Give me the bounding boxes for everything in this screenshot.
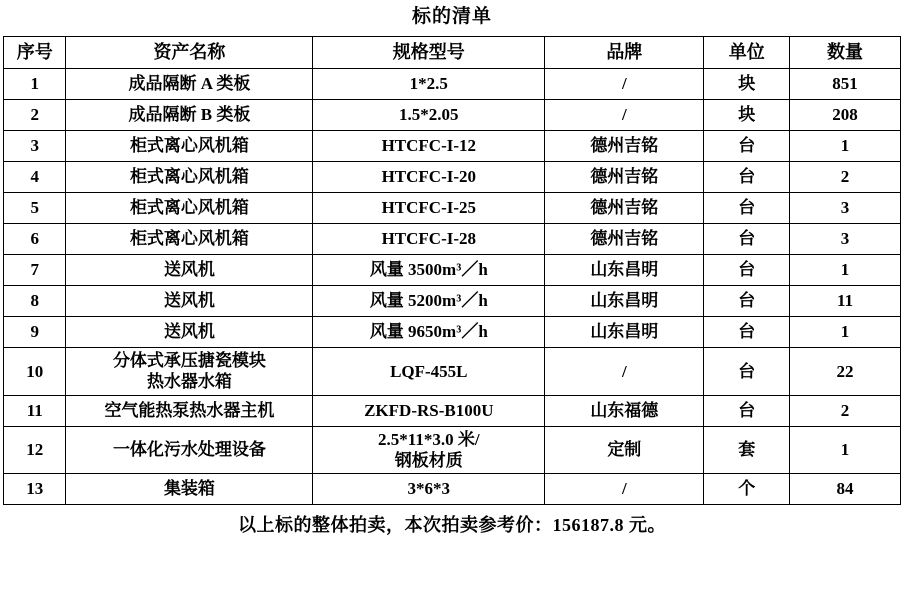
cell-qty: 851 [790,69,901,100]
cell-no: 6 [4,224,66,255]
table-body [4,69,901,505]
cell-no: 5 [4,193,66,224]
cell-name: 送风机 [66,255,313,286]
footer-note: 以上标的整体拍卖，本次拍卖参考价：156187.8 元。 [238,515,666,535]
cell-spec: ZKFD-RS-B100U [313,395,545,426]
cell-qty: 3 [790,224,901,255]
table-header-row [4,37,901,69]
cell-unit: 台 [704,286,790,317]
cell-qty: 208 [790,100,901,131]
column-header-qty: 数量 [790,37,901,69]
cell-brand: / [545,348,704,396]
table-row [4,348,901,396]
cell-spec: 1*2.5 [313,69,545,100]
cell-qty: 3 [790,193,901,224]
cell-no: 8 [4,286,66,317]
page-title: 标的清单 [411,6,492,27]
cell-name: 送风机 [66,317,313,348]
cell-unit: 台 [704,317,790,348]
column-header-name: 资产名称 [66,37,313,69]
table-row [4,255,901,286]
cell-spec: 2.5*11*3.0 米/ 钢板材质 [313,426,545,474]
cell-unit: 台 [704,395,790,426]
cell-name: 柜式离心风机箱 [66,193,313,224]
cell-unit: 台 [704,131,790,162]
cell-no: 12 [4,426,66,474]
cell-spec: HTCFC-I-25 [313,193,545,224]
cell-name: 柜式离心风机箱 [66,162,313,193]
column-header-no: 序号 [4,37,66,69]
table-row [4,224,901,255]
cell-unit: 块 [704,100,790,131]
cell-brand: / [545,474,704,505]
cell-spec: 3*6*3 [313,474,545,505]
cell-no: 4 [4,162,66,193]
cell-unit: 个 [704,474,790,505]
cell-no: 13 [4,474,66,505]
column-header-brand: 品牌 [545,37,704,69]
table-row [4,131,901,162]
cell-name: 成品隔断 A 类板 [66,69,313,100]
column-header-spec: 规格型号 [313,37,545,69]
cell-qty: 2 [790,395,901,426]
cell-name: 送风机 [66,286,313,317]
cell-brand: 山东昌明 [545,255,704,286]
cell-brand: 德州吉铭 [545,193,704,224]
cell-brand: 山东昌明 [545,317,704,348]
cell-no: 7 [4,255,66,286]
cell-brand: 德州吉铭 [545,131,704,162]
cell-brand: 山东昌明 [545,286,704,317]
table-row [4,395,901,426]
cell-brand: 定制 [545,426,704,474]
cell-spec: HTCFC-I-20 [313,162,545,193]
table-header [4,37,901,69]
cell-no: 11 [4,395,66,426]
cell-spec: 风量 5200m³／h [313,286,545,317]
table-row [4,193,901,224]
bid-list-table [3,36,901,505]
cell-no: 1 [4,69,66,100]
table-row [4,69,901,100]
cell-name: 柜式离心风机箱 [66,131,313,162]
cell-unit: 台 [704,255,790,286]
cell-brand: 德州吉铭 [545,224,704,255]
cell-qty: 2 [790,162,901,193]
cell-no: 2 [4,100,66,131]
cell-qty: 1 [790,131,901,162]
table-row [4,286,901,317]
cell-name: 分体式承压搪瓷模块 热水器水箱 [66,348,313,396]
cell-brand: 山东福德 [545,395,704,426]
cell-unit: 块 [704,69,790,100]
table-row [4,100,901,131]
table-row [4,474,901,505]
cell-unit: 套 [704,426,790,474]
cell-unit: 台 [704,224,790,255]
cell-brand: / [545,69,704,100]
cell-name: 柜式离心风机箱 [66,224,313,255]
cell-spec: LQF-455L [313,348,545,396]
cell-spec: HTCFC-I-12 [313,131,545,162]
cell-unit: 台 [704,162,790,193]
cell-name: 成品隔断 B 类板 [66,100,313,131]
cell-qty: 1 [790,426,901,474]
cell-brand: 德州吉铭 [545,162,704,193]
cell-name: 集装箱 [66,474,313,505]
cell-qty: 84 [790,474,901,505]
table-row [4,162,901,193]
cell-qty: 1 [790,255,901,286]
cell-qty: 11 [790,286,901,317]
cell-unit: 台 [704,193,790,224]
cell-brand: / [545,100,704,131]
table-row [4,317,901,348]
cell-name: 空气能热泵热水器主机 [66,395,313,426]
cell-unit: 台 [704,348,790,396]
cell-qty: 22 [790,348,901,396]
cell-spec: 风量 9650m³／h [313,317,545,348]
cell-spec: 风量 3500m³／h [313,255,545,286]
cell-no: 10 [4,348,66,396]
cell-no: 9 [4,317,66,348]
column-header-unit: 单位 [704,37,790,69]
cell-qty: 1 [790,317,901,348]
cell-name: 一体化污水处理设备 [66,426,313,474]
cell-spec: HTCFC-I-28 [313,224,545,255]
table-row [4,426,901,474]
cell-spec: 1.5*2.05 [313,100,545,131]
cell-no: 3 [4,131,66,162]
